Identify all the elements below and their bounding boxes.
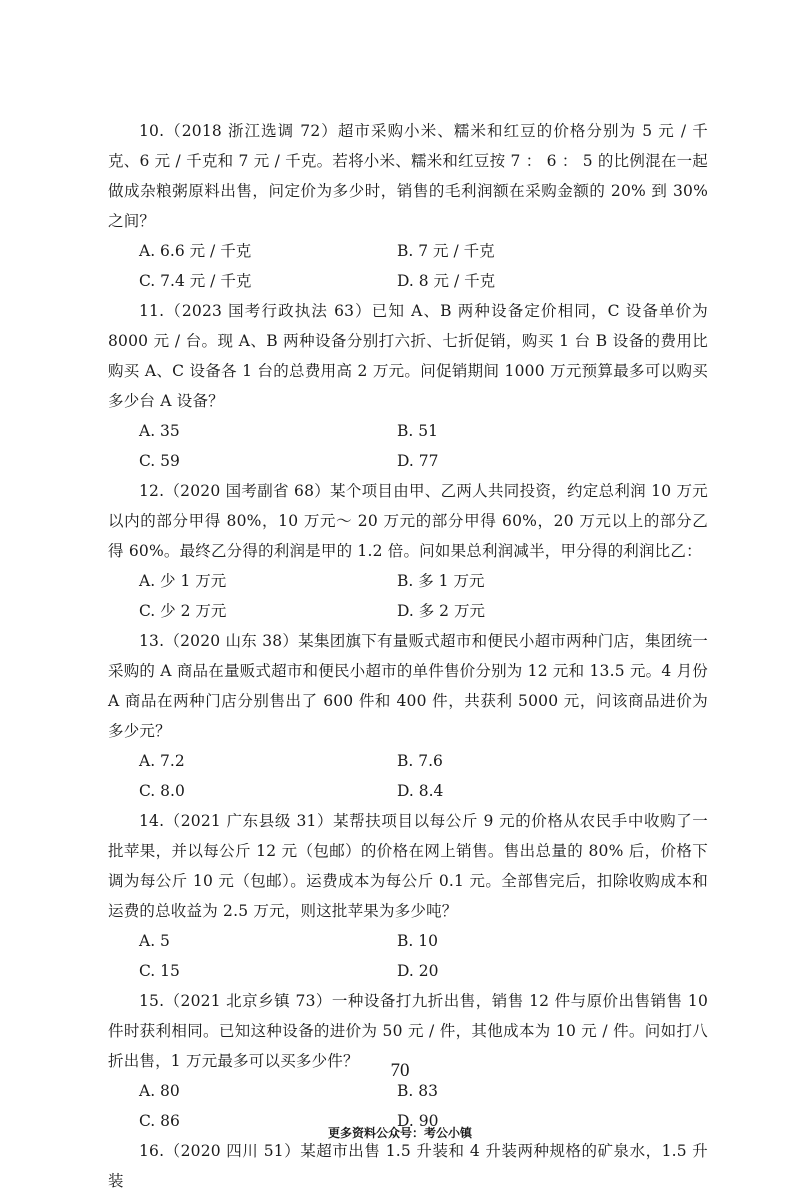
option-c: C. 59 <box>139 452 180 470</box>
option-b: B. 多 1 万元 <box>397 572 485 590</box>
option-c: C. 15 <box>139 962 180 980</box>
option-a: A. 6.6 元 / 千克 <box>139 242 252 260</box>
question-stem: 10.（2018 浙江选调 72）超市采购小米、糯米和红豆的价格分别为 5 元 / 千克、6 元 / 千克和 7 元 / 千克。若将小米、糯米和红豆按 7 ： 6 ： 5 的比例混在一起做成杂粮粥原料出售，问定价为多少时，销售的毛利润额在采购金额的 20% 到 30% 之间？ <box>108 122 708 230</box>
option-c: C. 7.4 元 / 千克 <box>139 272 252 290</box>
question-list <box>108 116 708 1196</box>
option-c: C. 8.0 <box>139 782 185 800</box>
option-a: A. 少 1 万元 <box>139 572 227 590</box>
question-14 <box>108 806 708 986</box>
question-10 <box>108 116 708 296</box>
option-d: D. 8 元 / 千克 <box>397 272 496 290</box>
option-d: D. 90 <box>397 1112 439 1130</box>
option-b: B. 7.6 <box>397 752 443 770</box>
option-d: D. 20 <box>397 962 439 980</box>
question-stem: 14.（2021 广东县级 31）某帮扶项目以每公斤 9 元的价格从农民手中收购了一批苹果，并以每公斤 12 元（包邮）的价格在网上销售。售出总量的 80% 后，价格下调为每公斤 10 元（包邮）。运费成本为每公斤 0.1 元。全部售完后，扣除收购成本和运费的总收益为 2.5 万元，则这批苹果为多少吨？ <box>108 812 708 920</box>
question-stem: 16.（2020 四川 51）某超市出售 1.5 升装和 4 升装两种规格的矿泉水，1.5 升装 <box>108 1142 708 1190</box>
option-b: B. 83 <box>397 1082 438 1100</box>
option-grid <box>108 416 708 476</box>
option-grid <box>108 746 708 806</box>
option-b: B. 51 <box>397 422 438 440</box>
page-number: 70 <box>390 1060 410 1081</box>
question-11 <box>108 296 708 476</box>
option-a: A. 80 <box>139 1082 180 1100</box>
option-d: D. 多 2 万元 <box>397 602 485 620</box>
option-a: A. 35 <box>139 422 180 440</box>
option-c: C. 少 2 万元 <box>139 602 227 620</box>
option-c: C. 86 <box>139 1112 180 1130</box>
question-stem: 12.（2020 国考副省 68）某个项目由甲、乙两人共同投资，约定总利润 10 万元以内的部分甲得 80%，10 万元～ 20 万元的部分甲得 60%，20 万元以上的部分乙得 60%。最终乙分得的利润是甲的 1.2 倍。问如果总利润减半，甲分得的利润比乙： <box>108 482 708 560</box>
option-d: D. 8.4 <box>397 782 444 800</box>
question-stem: 11.（2023 国考行政执法 63）已知 A、B 两种设备定价相同，C 设备单价为 8000 元 / 台。现 A、B 两种设备分别打六折、七折促销，购买 1 台 B 设备的费用比购买 A、C 设备各 1 台的总费用高 2 万元。问促销期间 1000 万元预算最多可以购买多少台 A 设备？ <box>108 302 708 410</box>
question-16 <box>108 1136 708 1196</box>
question-stem: 15.（2021 北京乡镇 73）一种设备打九折出售，销售 12 件与原价出售销售 10 件时获利相同。已知这种设备的进价为 50 元 / 件，其他成本为 10 元 / 件。问如打八折出售，1 万元最多可以买多少件？ <box>108 992 708 1070</box>
question-stem: 13.（2020 山东 38）某集团旗下有量贩式超市和便民小超市两种门店，集团统一采购的 A 商品在量贩式超市和便民小超市的单件售价分别为 12 元和 13.5 元。4 月份 A 商品在两种门店分别售出了 600 件和 400 件，共获利 5000 元，问该商品进价为多少元？ <box>108 632 708 740</box>
question-12 <box>108 476 708 626</box>
option-b: B. 10 <box>397 932 438 950</box>
option-grid <box>108 926 708 986</box>
question-13 <box>108 626 708 806</box>
option-a: A. 7.2 <box>139 752 185 770</box>
option-d: D. 77 <box>397 452 439 470</box>
option-a: A. 5 <box>139 932 170 950</box>
option-grid <box>108 236 708 296</box>
option-b: B. 7 元 / 千克 <box>397 242 495 260</box>
footer-note: 更多资料公众号：考公小镇 <box>327 1126 472 1140</box>
option-grid <box>108 566 708 626</box>
